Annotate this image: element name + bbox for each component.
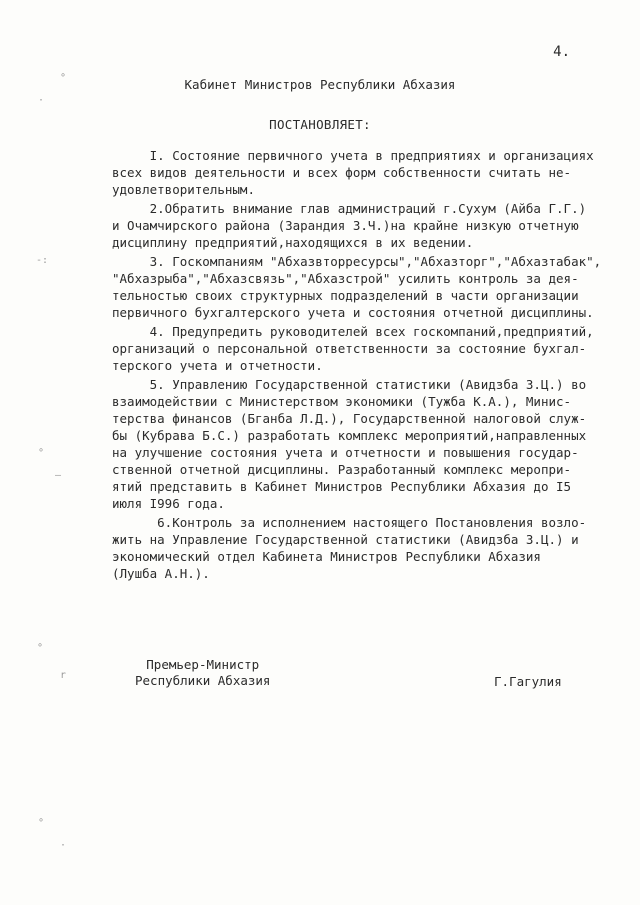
paragraph-2 — [112, 200, 622, 251]
paragraph-line: терства финансов (Бганба Л.Д.), Государственной налоговой служ- — [112, 411, 587, 426]
paragraph-line: 5. Управлению Государственной статистики (Авидзба З.Ц.) во — [112, 377, 587, 392]
signature-name: Г.Гагулия — [494, 674, 562, 689]
paragraph-6 — [112, 514, 622, 582]
signature-title-line-2: Республики Абхазия — [135, 673, 271, 688]
margin-mark: -: — [36, 255, 49, 266]
margin-mark: ∘ — [37, 640, 44, 651]
paragraph-line: 4. Предупредить руководителей всех госкомпаний,предприятий, — [112, 324, 594, 339]
paragraph-line: удовлетворительным. — [112, 182, 255, 197]
paragraph-5 — [112, 376, 622, 512]
paragraph-line: июля I996 года. — [112, 496, 225, 511]
paragraph-line: первичного бухгалтерского учета и состояния отчетной дисциплины. — [112, 305, 594, 320]
paragraph-line: I. Состояние первичного учета в предприятиях и организациях — [112, 148, 594, 163]
paragraph-line: экономический отдел Кабинета Министров Республики Абхазия — [112, 549, 541, 564]
paragraph-line: бы (Кубрава Б.С.) разработать комплекс мероприятий,направленных — [112, 428, 587, 443]
paragraph-line: терского учета и отчетности. — [112, 358, 323, 373]
margin-mark: · — [60, 840, 67, 851]
page-number: 4. — [553, 44, 570, 60]
margin-mark: ∘ — [38, 445, 45, 456]
paragraph-line: ственной отчетной дисциплины. Разработанный комплекс меропри- — [112, 462, 572, 477]
decree-body — [112, 147, 622, 584]
decree-heading: ПОСТАНОВЛЯЕТ: — [269, 117, 371, 132]
paragraph-line: 3. Госкомпаниям "Абхазвторресурсы","Абхазторг","Абхазтабак", — [112, 254, 602, 269]
paragraph-line: 2.Обратить внимание глав администраций г.Сухум (Айба Г.Г.) — [112, 201, 587, 216]
margin-mark: ∘ — [60, 70, 67, 81]
paragraph-line: взаимодействии с Министерством экономики (Тужба К.А.), Минис- — [112, 394, 572, 409]
margin-mark: – — [55, 470, 62, 481]
paragraph-3 — [112, 253, 622, 321]
margin-mark: r — [60, 670, 67, 681]
paragraph-line: жить на Управление Государственной статистики (Авидзба З.Ц.) и — [112, 532, 579, 547]
paragraph-line: "Абхазрыба","Абхазсвязь","Абхазстрой" усилить контроль за дея- — [112, 271, 579, 286]
paragraph-line: 6.Контроль за исполнением настоящего Постановления возло- — [112, 515, 587, 530]
paragraph-line: тельностью своих структурных подразделений в части организации — [112, 288, 579, 303]
margin-mark: · — [38, 95, 45, 106]
paragraph-line: и Очамчирского района (Зарандия З.Ч.)на крайне низкую отчетную — [112, 218, 579, 233]
paragraph-line: на улучшение состояния учета и отчетности и повышения государ- — [112, 445, 579, 460]
signature-title — [135, 657, 270, 689]
paragraph-1 — [112, 147, 622, 198]
paragraph-line: (Лушба А.Н.). — [112, 566, 210, 581]
margin-mark: ∘ — [38, 815, 45, 826]
paragraph-line: всех видов деятельности и всех форм собственности считать не- — [112, 165, 572, 180]
paragraph-line: дисциплину предприятий,находящихся в их ведении. — [112, 235, 474, 250]
signature-title-line-1: Премьер-Министр — [146, 657, 260, 672]
ministry-heading: Кабинет Министров Республики Абхазия — [184, 77, 456, 92]
paragraph-4 — [112, 323, 622, 374]
paragraph-line: организаций о персональной ответственности за состояние бухгал- — [112, 341, 587, 356]
paragraph-line: ятий представить в Кабинет Министров Республики Абхазия до I5 — [112, 479, 572, 494]
